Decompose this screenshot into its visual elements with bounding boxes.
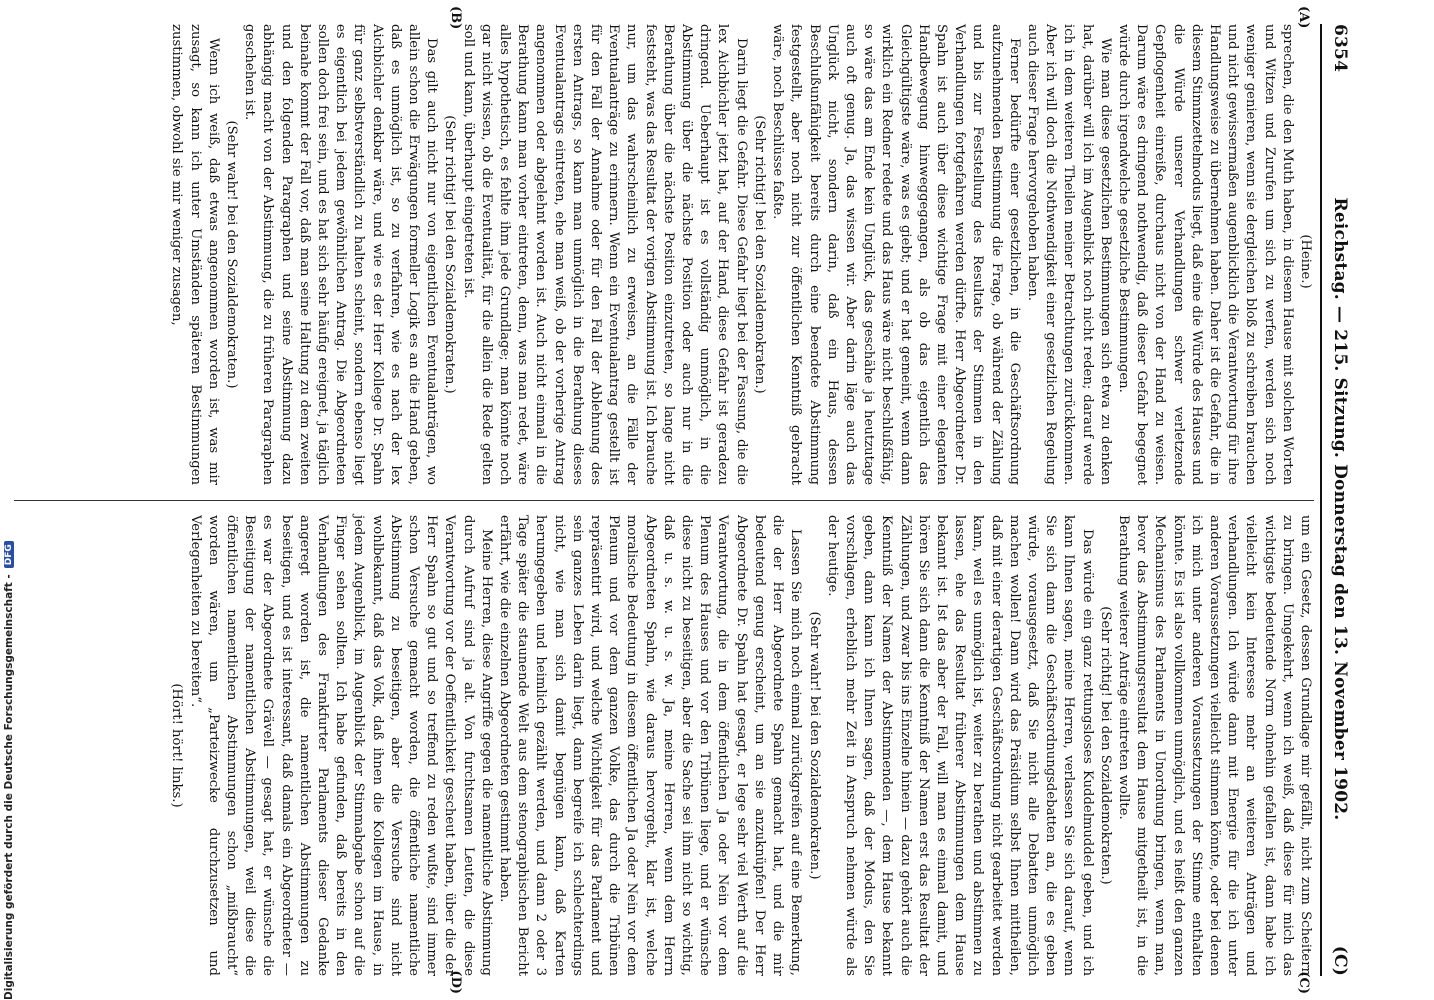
margin-marker-d: (D) <box>448 970 463 994</box>
margin-marker-a: (A) <box>1296 6 1311 29</box>
paragraph: Das würde ein ganz rettungsloses Kuddelmuddel geben, und ich kann Ihnen sagen, meine Herren, verlassen Sie sich darauf, wenn Sie sich dann die Geschäftsordnungsdebatten an, die es geben würde, vorausgesetzt, daß Sie nicht alle Debatten unmöglich machen wollen! Dann wird das Präsidium selbst Ihnen mittheilen, daß mit einer derartigen Geschäftsordnung nicht gearbeitet werden kann, weil es unmöglich ist, weiter zu berathen und abstimmen zu lassen, ehe das Resultat früherer Abstimmungen dem Hause bekannt ist. Ist das aber der Fall, will man es einmal damit, und hören Sie sich dann die Kenntniß der Namen erst das Resultat der Zählungen, und zwar bis ins Einzelne hinein — dazu gehört auch die Kenntniß der Namen der Abstimmenden —, dem Hause bekannt geben, dann kann ich Ihnen sagen, daß der Modus, den Sie vorschlagen, erheblich mehr Zeit in Anspruch nehmen würde als der heutige. <box>824 515 1095 976</box>
right-column <box>14 515 1314 994</box>
page-number: 6354 <box>1330 24 1350 73</box>
paragraph: Das gilt auch nicht nur von eigentlichen Eventualanträgen, wo allein schon die Erwägungen formeller Logik es an die Hand geben, daß es unmöglich ist, so zu verfahren, wie es nach der lex Aichbichler denkbar wäre, und wie es der Herr Kollege Dr. Spahn für ganz selbstverständlich zu halten scheint, sondern ebenso liegt es eigentlich bei jedem gewöhnlichen Antrag. Die Abgeordneten sollen doch frei sein, und es hat sich sehr häufig ereignet, ja täglich beinahe kommt der Fall vor, daß man seine Haltung zu dem zweiten und den folgenden Paragraphen und seine Abstimmung dazu abhängig macht von der Abstimmung, die zu früheren Paragraphen geschehen ist. <box>242 24 440 485</box>
dfg-logo-icon: DFG <box>4 541 14 568</box>
page-header <box>1320 24 1350 976</box>
speaker-name: (Heine.) <box>1298 234 1313 289</box>
digitization-credit <box>1 0 17 1000</box>
column-divider <box>14 500 1314 501</box>
paragraph: Wenn ich weiß, daß etwas angenommen worden ist, was mir zusagt, so kann ich unter Umständen späteren Bestimmungen zustimmen, obwohl sie mir weniger zusagen, <box>169 24 221 485</box>
interjection: (Sehr richtig! bei den Sozialdemokraten.) <box>442 115 458 394</box>
paragraph: Lassen Sie mich noch einmal zurückgreifen auf eine Bemerkung, die der Herr Abgeordnete Spahn gemacht hat, und die mir bedeutend genug erscheint, um an sie anzuknüpfen! Der Herr Abgeordnete Dr. Spahn hat gesagt, er lege sehr viel Werth auf die Verantwortung, die in dem öffentlichen Ja oder Nein vor dem Plenum des Hauses und vor den Tribünen liege, und er wünsche diese nicht zu beseitigen, aber die Sache sei ihm nicht so wichtig, daß u. s. w. u. s. w. Ja, meine Herren, wenn dem Herrn Abgeordneten Spahn, wie daraus hervorgeht, klar ist, welche moralische Bedeutung in diesem öffentlichen Ja oder Nein vor dem Plenum und vor dem ganzen Volke, das durch die Tribünen repräsentirt wird, und welche Wichtigkeit für das Parlament und sein ganzes Leben darin liegt, dann begreife ich schlechterdings nicht, wie man sich damit begnügen kann, daß Karten herumgegeben und heimlich gezählt werden, und dann 2 oder 3 Tage später die staunende Welt aus dem stenographischen Bericht erfährt, wie die einzelnen Abgeordneten gestimmt haben. <box>497 515 804 976</box>
margin-marker-c-header: (C) <box>1330 945 1350 976</box>
left-column <box>14 6 1314 485</box>
paragraph: Ferner bedürfte einer gesetzlichen, in die Geschäftsordnung aufzunehmenden Bestimmung die Frage, ob während der Zählung und bis zur Feststellung des Resultats der Stimmen in den Verhandlungen fortgefahren werden dürfte. Herr Abgeordneter Dr. Spahn ist auch über diese wichtige Frage mit einer eleganten Handbewegung hinweggegangen, als ob das eigentlich das Gleichgültigste wäre, was es giebt; und er hat gemeint, wenn dann wirklich ein Redner redete und das Haus wäre nicht beschlußfähig, so wäre das am Ende kein Unglück, das geschähe ja heutzutage auch oft genug. Ja, das wissen wir. Aber darin läge auch das Unglück nicht, sondern darin, daß ein Haus, dessen Beschlußunfähigkeit bereits durch eine beendete Abstimmung festgestellt, aber noch nicht zur öffentlichen Kenntniß gebracht wäre, noch Beschlüsse faßte. <box>770 24 1022 485</box>
paragraph: Wie man diese gesetzlichen Bestimmungen sich etwa zu denken hat, darüber will ich im Augenblick noch nicht reden; darauf werde ich in dem weiteren Theilen meiner Betrachtungen zurückkommen. Aber ich will doch die Nothwendigkeit einer gesetzlichen Regelung auch dieser Frage hervorgehoben haben. <box>1024 24 1113 485</box>
paragraph: Meine Herren, diese Angriffe gegen die namentliche Abstimmung durch Aufruf sind ja alt. Von furchtsamen Leuten, die diese Verantwortung vor der Oeffentlichkeit gescheut haben, über die der Herr Spahn so gut und so treffend zu reden wußte, sind immer schon Versuche gemacht worden, die öffentliche namentliche Abstimmung zu beseitigen, aber die Versuche sind nicht wohlbekannt, daß das Volk, daß ihnen die Kollegen im Hause, in jedem Augenblick, im Augenblick der Stimmabgabe schon auf die Finger sehen sollten. Ich habe gefunden, daß bereits in den Verhandlungen des Frankfurter Parlaments dieser Gedanke angeregt worden ist, die namentlichen Abstimmungen zu beseitigen, und es ist interessant, daß damals ein Abgeordneter — es war der Abgeordnete Grävell — gesagt hat, er wünsche die Beseitigung der namentlichen Abstimmungen, weil diese die öffentlichen namentlichen Abstimmungen schon „mißbraucht“ worden wären, um „Parteizwecke durchzusetzen und Verlegenheiten zu bereiten“. <box>187 515 494 976</box>
paragraph: um ein Gesetz, dessen Grundlage mir gefällt, nicht zum Scheitern zu bringen. Umgekehrt, wenn ich weiß, daß diese für mich das wichtigste bedeutende Norm ohnehin gefallen ist, dann habe ich vielleicht kein Interesse mehr an weiteren Anträgen und verhandlungen. Ich würde dann mit Energie für die ich unter anderen Voraussetzungen vielleicht stimmen könnte, oder bei denen ich mich unter anderen Voraussetzungen der Stimme enthalten könnte. Es ist also vollkommen unmöglich, und es heißt den ganzen Mechanismus des Parlaments in Unordnung bringen, wenn man, bevor das Abstimmungsresultat dem Hause mitgetheilt ist, in die Berathung weiterer Anträge eintreten wollte. <box>1115 515 1313 976</box>
text-columns <box>14 6 1314 994</box>
paragraph: Darin liegt die Gefahr. Diese Gefahr liegt bei der Fassung, die die lex Aichbichler jetzt hat, auf der Hand, diese Gefahr ist geradezu dringend. Ueberhaupt ist es vollständig unmöglich, in die Abstimmung über die nächste Position oder auch nur in die Berathung über die nächste Position einzutreten, so lange nicht feststeht, was das Resultat der vorigen Abstimmung ist. Ich brauche nur, um das wahrscheinlich zu erweisen, an die Fälle der Eventualanträge zu erinnern. Wenn ein Eventualantrag gestellt ist für den Fall der Annahme oder für den Fall der Ablehnung des ersten Antrags, so kann man unmöglich in die Berathung dieses Eventualantrags eintreten, ehe man weiß, ob der vorherige Antrag angenommen oder abgelehnt worden ist. Auch nicht einmal in die Berathung kann man vorher eintreten, denn, was man redet, wäre alles hypothetisch, es fehlte ihm jede Grundlage; man könnte noch gar nicht wissen, ob die Eventualität, für die allein die Rede gelten soll und kann, überhaupt eingetreten ist. <box>460 24 749 485</box>
margin-marker-b: (B) <box>448 6 463 30</box>
interjection: (Sehr wahr! bei den Sozialdemokraten.) <box>806 611 822 880</box>
interjection: (Sehr wahr! bei den Sozialdemokraten.) <box>224 120 240 389</box>
interjection: (Sehr richtig! bei den Sozialdemokraten.) <box>751 115 767 394</box>
interjection: (Hört! hört! links.) <box>169 683 185 808</box>
paragraph: sprechen, die den Muth haben, in diesem Hause mit solchen Worten und Witzen und Zurufen um sich zu werfen, werden sich noch weniger genieren, wenn sie dergleichen bloß zu schreiben brauchen und nicht gewissermaßen augenblicklich die Verantwortung für ihre Handlungsweise zu übernehmen haben. Daher ist die Gefahr, die in diesem Stimmzettelmodus liegt, daß eine die Würde des Hauses und die Würde unserer Verhandlungen schwer verletzende Gepflogenheit einreiße, durchaus nicht von der Hand zu weisen. Darum wäre es dringend nothwendig, daß dieser Gefahr begegnet würde durch irgendwelche gesetzliche Bestimmungen. <box>1115 24 1295 485</box>
page-title: Reichstag. — 215. Sitzung. Donnerstag den 13. November 1902. <box>1330 197 1350 821</box>
digitization-credit-text: Digitalisierung gefördert durch die Deutsche Forschungsgemeinschaft - <box>3 574 15 1000</box>
interjection: (Sehr richtig! bei den Sozialdemokraten.) <box>1097 606 1113 885</box>
margin-marker-c: (C) <box>1296 971 1311 994</box>
